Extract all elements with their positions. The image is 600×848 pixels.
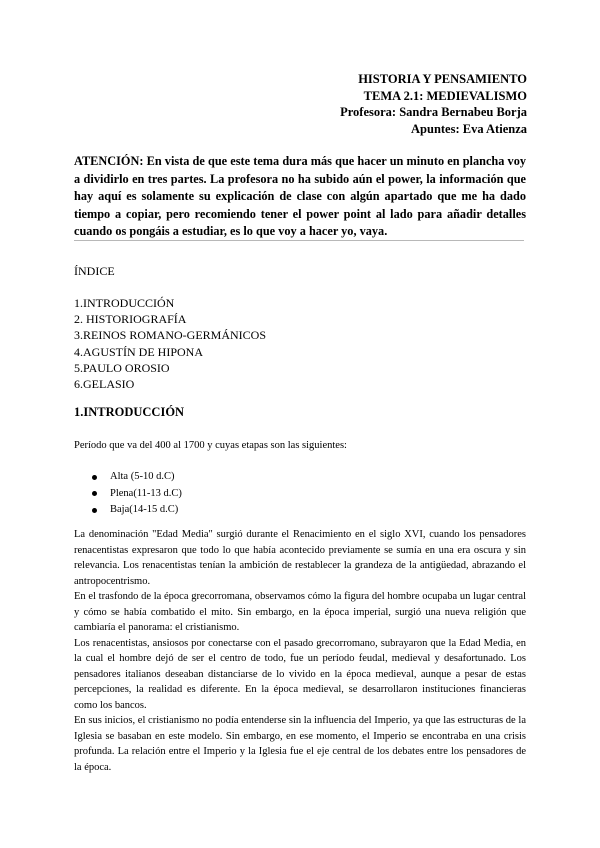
index-item: 6.GELASIO: [74, 377, 135, 392]
list-item: [92, 486, 182, 503]
paragraph: En el trasfondo de la época grecorromana, observamos cómo la figura del hombre ocupaba un lugar central y cómo se había combatido el mito. Sin embargo, en la época imperial, surgió una nueva religión que cambiaría el panorama: el cristianismo.: [74, 591, 526, 633]
paragraph: En sus inicios, el cristianismo no podía entenderse sin la influencia del Imperio, ya que las estructuras de la Iglesia se basaban en este modelo. Sin embargo, en ese momento, el Imperio se encontraba en una crisis profunda. La relación entre el Imperio y la Iglesia fue el eje central de los debates entre los pensadores de la época.: [74, 715, 526, 773]
index-item: 1.INTRODUCCIÓN: [74, 296, 175, 310]
paragraph: La denominación "Edad Media" surgió durante el Renacimiento en el siglo XVI, cuando los pensadores renacentistas expresaron que todo lo que había acontecido previamente se sumía en una era oscura y sin relevancia. Los renacentistas tenían la ambición de restablecer la grandeza de la antigüedad, abrazando el antropocentrismo.: [74, 529, 526, 587]
list-item: [92, 502, 182, 519]
document-header: [340, 71, 527, 137]
list-item-text: Baja(14-15 d.C): [110, 504, 179, 515]
horizontal-divider: [74, 240, 524, 241]
section-body: [74, 527, 526, 775]
teacher-line: Profesora: Sandra Bernabeu Borja: [340, 105, 527, 119]
section-heading: 1.INTRODUCCIÓN: [74, 405, 185, 419]
bullet-icon: [92, 491, 97, 496]
list-item-text: Plena(11-13 d.C): [110, 487, 182, 499]
attention-note: ATENCIÓN: En vista de que este tema dura más que hacer un minuto en plancha voy a dividirlo en tres partes. La profesora no ha subido aún el power, la información que hay aquí es solamente su explicación de clase con algún apartado que me ha dado tiempo a copiar, pero recomiendo tener el power point al lado para añadir detalles cuando os pongáis a estudiar, es lo que voy a hacer yo, vaya.: [74, 154, 526, 239]
bullet-icon: [92, 475, 97, 480]
section-intro: Período que va del 400 al 1700 y cuyas etapas son las siguientes:: [74, 440, 347, 451]
index-item: 5.PAULO OROSIO: [74, 360, 170, 375]
index-list: [74, 295, 266, 392]
topic-title: TEMA 2.1: MEDIEVALISMO: [363, 88, 527, 103]
notes-author-line: Apuntes: Eva Atienza: [411, 121, 527, 136]
index-heading: ÍNDICE: [74, 264, 115, 278]
period-bullet-list: [92, 469, 182, 519]
index-item: 2. HISTORIOGRAFÍA: [74, 312, 187, 327]
index-item: 3.REINOS ROMANO-GERMÁNICOS: [74, 328, 267, 343]
list-item: [92, 469, 182, 486]
paragraph: Los renacentistas, ansiosos por conectarse con el pasado grecorromano, subrayaron que la Edad Media, en la cual el hombre dejó de ser el centro de todo, fue un período feudal, medieval y desafortunado. Los pensadores italianos deseaban distanciarse de lo vivido en la época medieval, aunque a pesar de estas percepciones, la realidad es diferente. En la época medieval, se desarrollaron instituciones financieras como los bancos.: [74, 637, 526, 711]
course-title: HISTORIA Y PENSAMIENTO: [358, 72, 527, 86]
index-item: 4.AGUSTÍN DE HIPONA: [74, 344, 203, 359]
list-item-text: Alta (5-10 d.C): [110, 471, 175, 482]
bullet-icon: [92, 508, 97, 513]
